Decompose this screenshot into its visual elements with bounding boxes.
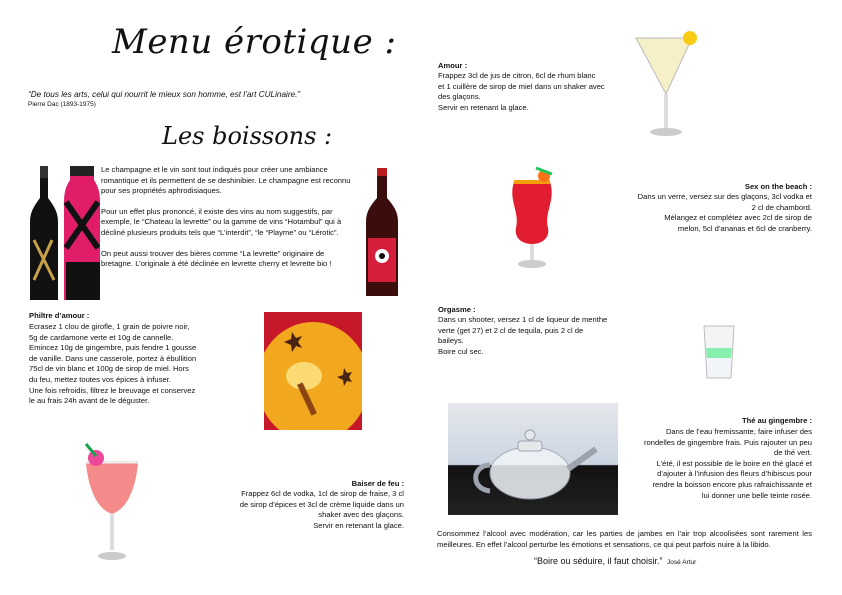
closing-quote-text: “Boire ou séduire, il faut choisir.”	[534, 556, 663, 566]
intro-paragraph: Pour un effet plus prononcé, il existe des vins au nom suggestifs, par exemple, le “Chateau la levrette” ou la gamme de vins “Hotambul” qui à décliné plusieurs produits tels que “L’interdit”, “le “Playme” ou “Lérotic”.	[101, 206, 342, 237]
orgasme-recipe: Dans un shooter, versez 1 cl de liqueur de menthe verte (get 27) et 2 cl de tequila, puis 2 cl de baileys. Boire cul sec.	[438, 315, 608, 356]
opening-quote: “De tous les arts, celui qui nourrit le mieux son homme, est l’art CULinaire.”	[28, 90, 301, 99]
sex-on-the-beach-recipe: Dans un verre, versez sur des glaçons, 3cl vodka et 2 cl de chambord. Mélangez et complétez avec 2cl de sirop de melon, 5cl d’ananas et 6cl de cranberry.	[637, 192, 812, 233]
amour-recipe: Frappez 3cl de jus de citron, 6cl de rhum blanc et 1 cuillère de sirop de miel dans un shaker avec des glaçons. Servir en retenant la glace.	[438, 71, 605, 112]
opening-quote-author: Pierre Dac (1893-1975)	[28, 101, 96, 108]
baiser-title: Baiser de feu :	[351, 479, 404, 488]
martini-glass-image	[634, 30, 700, 138]
intro-paragraph: Le champagne et le vin sont tout indiqués pour créer une ambiance romantique et ils permettent de se deshinibier. Le champagne est reconnu pour ses propriétés aphrodisiaques.	[101, 165, 351, 196]
moderation-note: Consommez l’alcool avec modération, car les parties de jambes en l’air trop alcoolisées sont rarement les meilleures. En effet l’alcool perturbe les émotions et sensations, ce qui peut parfois nuire à la libido.	[437, 529, 812, 549]
amour-title: Amour :	[438, 61, 468, 70]
sex-on-the-beach-title: Sex on the beach :	[744, 182, 812, 191]
closing-quote	[534, 551, 696, 569]
baiser-recipe: Frappez 6cl de vodka, 1cl de sirop de fraise, 3 cl de sirop d’épices et 3cl de crème liquide dans un shaker avec des glaçons. Servir en retenant la glace.	[239, 489, 404, 530]
pink-cocktail-image	[82, 440, 144, 564]
closing-quote-author: José Artur	[667, 559, 697, 566]
teapot-image	[448, 403, 618, 515]
orgasme-title: Orgasme :	[438, 305, 476, 314]
intro-text	[101, 165, 355, 270]
shot-glass-image	[702, 324, 736, 380]
the-title: Thé au gingembre :	[741, 416, 812, 425]
spiced-drink-image	[264, 312, 362, 430]
page-title: Menu érotique :	[112, 22, 397, 62]
the-recipe: Dans de l’eau fremissante, faire infuser des rondelles de gingembre frais. Puis rajouter un peu de thé vert. L’été, il est possible de le boire en thé glacé et d’ajouter à l’infusion des fleurs d’hibiscus pour rendre la boisson encore plus rafraichissante et lui donner une belle teinte rosée.	[643, 427, 812, 500]
champagne-bottles-image	[26, 162, 100, 302]
intro-paragraph: On peut aussi trouver des bières comme “La levrette” originaire de bretagne. L’originale à été déclinée en levrette cherry et levrette bio !	[101, 248, 332, 269]
sex-on-the-beach-glass-image	[504, 164, 560, 272]
philtre-recipe: Ecrasez 1 clou de girofle, 1 grain de poivre noir, 5g de cardamone verte et 10g de cannelle. Emincez 10g de gingembre, puis fendre 1 gousse de vanille. Dans une casserole, portez à ébullition 75cl de vin blanc et 100g de sirop de miel. Hors du feu, mettez toutes vos épices à infuser. Une fois refroidis, filtrez le breuvage et conservez le au frais 24h avant de le déguster.	[29, 322, 197, 406]
philtre-title: Philtre d’amour :	[29, 311, 90, 320]
section-title: Les boissons :	[162, 122, 333, 150]
beer-bottle-image	[362, 166, 402, 298]
